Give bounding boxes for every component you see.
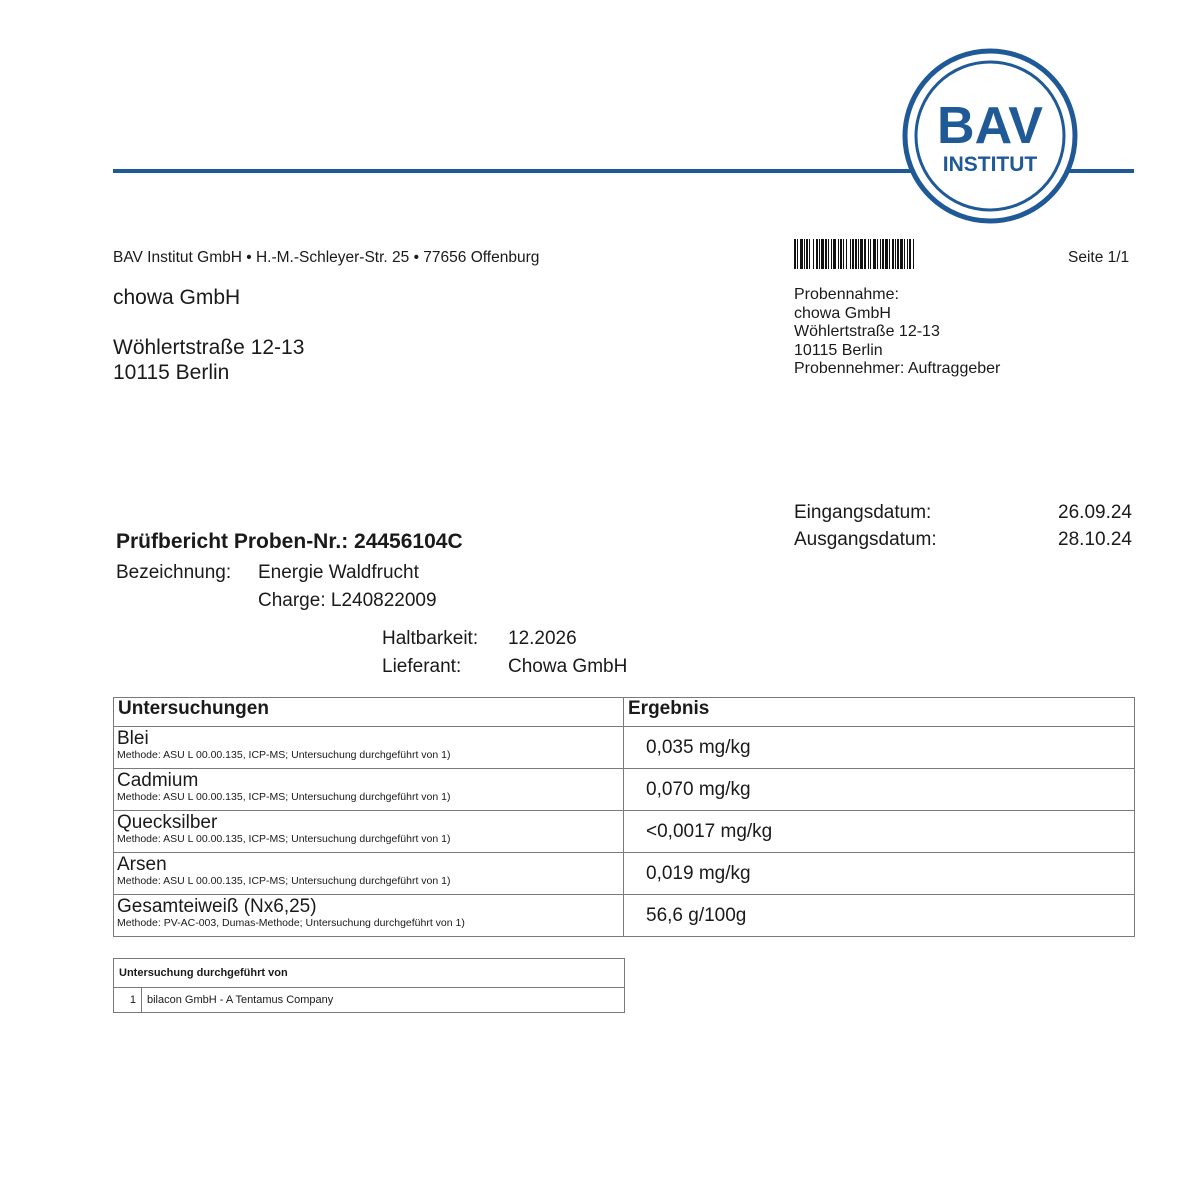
date-block <box>794 502 1132 556</box>
barcode-bar <box>873 239 876 269</box>
barcode-bar <box>797 239 798 269</box>
barcode-bar <box>900 239 903 269</box>
barcode-bar <box>819 239 820 269</box>
test-method: Methode: ASU L 00.00.135, ICP-MS; Untersuchung durchgeführt von 1) <box>117 791 451 803</box>
sampling-taker: Probennehmer: Auftraggeber <box>794 360 1001 377</box>
test-name: Quecksilber <box>117 812 218 833</box>
barcode-bar <box>895 239 896 269</box>
barcode-bar <box>800 239 803 269</box>
test-result: 56,6 g/100g <box>646 905 747 926</box>
barcode-bar <box>852 239 854 269</box>
designation-label: Bezeichnung: <box>116 562 232 583</box>
table-row <box>114 853 1135 895</box>
barcode-bar <box>864 239 866 269</box>
barcode-bar <box>892 239 894 269</box>
test-method: Methode: ASU L 00.00.135, ICP-MS; Untersuchung durchgeführt von 1) <box>117 875 451 887</box>
barcode-bar <box>821 239 824 269</box>
barcode-bar <box>885 239 888 269</box>
table-row <box>114 769 1135 811</box>
header-tests: Untersuchungen <box>114 698 624 727</box>
barcode-bar <box>913 239 914 269</box>
barcode-bar <box>907 239 908 269</box>
barcode-bar <box>846 239 847 269</box>
shelf-life-value: 12.2026 <box>508 628 577 649</box>
barcode-bar <box>870 239 871 269</box>
barcode-bar <box>858 239 859 269</box>
barcode-bar <box>882 239 884 269</box>
lab-name: bilacon GmbH - A Tentamus Company <box>142 988 625 1013</box>
barcode-bar <box>880 239 881 269</box>
barcode-bar <box>843 239 844 269</box>
barcode-bar <box>813 239 814 269</box>
designation-value: Energie Waldfrucht <box>258 562 419 583</box>
barcode-bar <box>804 239 805 269</box>
test-method: Methode: ASU L 00.00.135, ICP-MS; Untersuchung durchgeführt von 1) <box>117 833 451 845</box>
barcode-bar <box>909 239 911 269</box>
barcode-bar <box>904 239 905 269</box>
issued-date-value: 28.10.24 <box>1058 529 1132 550</box>
sampling-street: Wöhlertstraße 12-13 <box>794 323 940 340</box>
test-name: Cadmium <box>117 770 199 791</box>
results-header-row <box>114 698 1135 727</box>
barcode-bar <box>877 239 878 269</box>
table-row <box>114 895 1135 937</box>
supplier-label: Lieferant: <box>382 656 462 677</box>
test-result: 0,019 mg/kg <box>646 863 751 884</box>
sampling-name: chowa GmbH <box>794 304 891 322</box>
test-method: Methode: ASU L 00.00.135, ICP-MS; Untersuchung durchgeführt von 1) <box>117 749 451 761</box>
barcode-bar <box>868 239 869 269</box>
barcode-bar <box>828 239 829 269</box>
bav-institut-logo <box>902 48 1078 224</box>
test-name: Blei <box>117 728 149 749</box>
logo-text-bav: BAV <box>937 97 1043 155</box>
sender-address-line: BAV Institut GmbH • H.-M.-Schleyer-Str. 25 • 77656 Offenburg <box>113 249 540 266</box>
barcode-bar <box>860 239 863 269</box>
supplier-value: Chowa GmbH <box>508 656 628 677</box>
barcode-bar <box>897 239 899 269</box>
barcode-bar <box>889 239 890 269</box>
test-method: Methode: PV-AC-003, Dumas-Methode; Untersuchung durchgeführt von 1) <box>117 917 465 929</box>
test-result: 0,070 mg/kg <box>646 779 751 800</box>
barcode-bar <box>838 239 839 269</box>
barcode-bar <box>850 239 851 269</box>
test-result: <0,0017 mg/kg <box>646 821 773 842</box>
sampling-block <box>794 286 1000 379</box>
barcode-bar <box>825 239 827 269</box>
test-name: Gesamteiweiß (Nx6,25) <box>117 896 317 917</box>
barcode-bar <box>809 239 810 269</box>
barcode-bar <box>816 239 818 269</box>
barcode-image <box>794 239 996 269</box>
lab-number: 1 <box>114 988 142 1013</box>
recipient-street: Wöhlertstraße 12-13 <box>113 336 305 359</box>
test-name: Arsen <box>117 854 167 875</box>
issued-date-label: Ausgangsdatum: <box>794 529 937 550</box>
received-date-label: Eingangsdatum: <box>794 502 932 523</box>
sampling-heading: Probennahme: <box>794 286 899 303</box>
header-result: Ergebnis <box>624 698 1135 727</box>
recipient-city: 10115 Berlin <box>113 361 230 384</box>
barcode-bar <box>831 239 832 269</box>
lab-header: Untersuchung durchgeführt von <box>114 959 625 988</box>
barcode-bar <box>840 239 842 269</box>
table-row <box>114 988 625 1013</box>
results-table <box>113 697 1135 937</box>
test-result: 0,035 mg/kg <box>646 737 751 758</box>
lab-header-row <box>114 959 625 988</box>
shelf-life-label: Haltbarkeit: <box>382 628 479 649</box>
report-title: Prüfbericht Proben-Nr.: 24456104C <box>116 530 463 553</box>
logo-text-institut: INSTITUT <box>942 153 1038 176</box>
recipient-name: chowa GmbH <box>113 286 241 309</box>
lab-table <box>113 958 625 1013</box>
batch-number: Charge: L240822009 <box>258 590 437 611</box>
barcode-bar <box>806 239 808 269</box>
table-row <box>114 811 1135 853</box>
sampling-city: 10115 Berlin <box>794 341 883 359</box>
received-date-value: 26.09.24 <box>1058 502 1132 523</box>
barcode-bar <box>794 239 796 269</box>
table-row <box>114 727 1135 769</box>
barcode-bar <box>855 239 857 269</box>
barcode-bar <box>833 239 836 269</box>
page-number: Seite 1/1 <box>1068 249 1130 266</box>
